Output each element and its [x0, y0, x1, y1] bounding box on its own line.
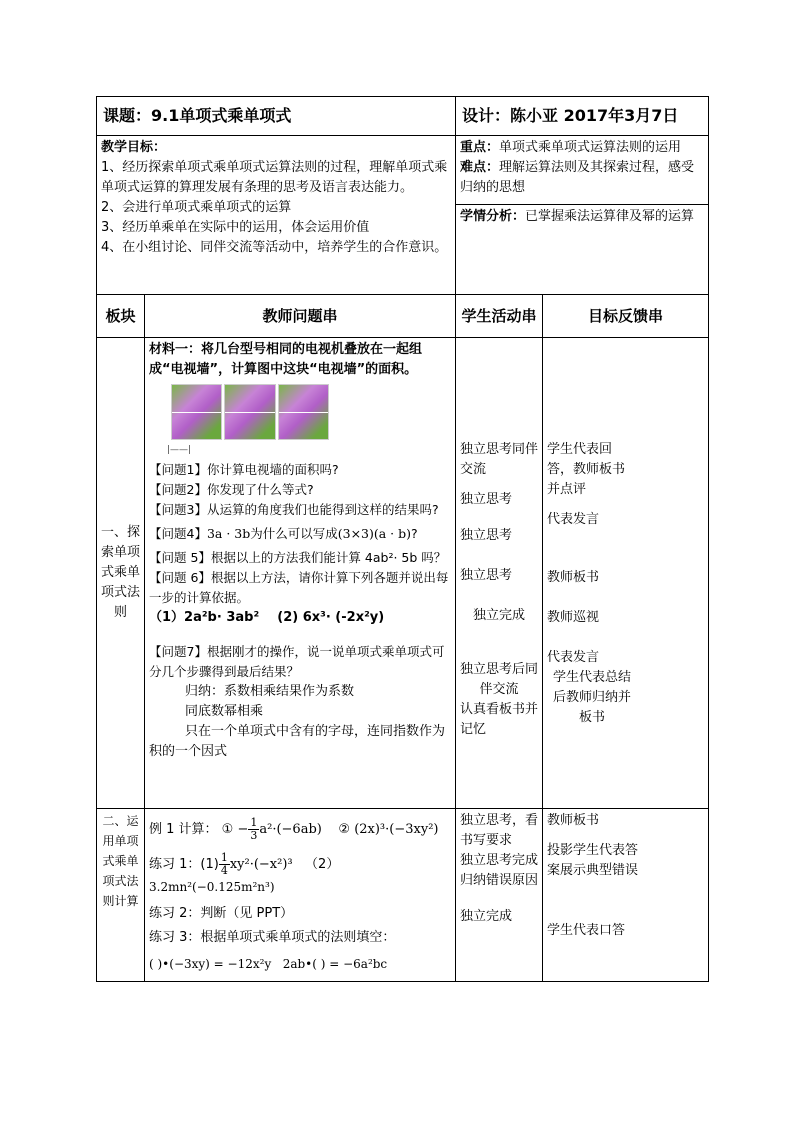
practice-2: 练习 2：判断（见 PPT）	[149, 906, 294, 921]
feedback-item: 学生代表回答，教师板书并点评	[547, 442, 626, 497]
summary-line-3: 只在一个单项式中含有的字母，连同指数作为积的一个因式	[149, 724, 446, 759]
goals-heading: 教学目标：	[101, 140, 167, 155]
practice-1-marker-b: （2）	[305, 857, 340, 872]
fill-blank-1: ( )•(−3xy) = −12x²y	[149, 957, 272, 971]
material-one: 材料一：将几台型号相同的电视机叠放在一起组成“电视墙”，计算图中这块“电视墙”的面积。	[149, 342, 423, 377]
student-activity: 归纳错误原因	[460, 873, 539, 888]
fill-blank-2: 2ab•( ) = −6a²bc	[282, 957, 388, 971]
practice-3: 练习 3：根据单项式乘单项式的法则填空：	[149, 930, 396, 945]
question-5: 【问题 5】根据以上的方法我们能计算 4ab²· 5b 吗？	[149, 550, 447, 565]
feedback-item: 代表发言	[547, 650, 600, 665]
designer-info: 设计：陈小亚 2017年3月7日	[456, 97, 709, 136]
section-two-student	[456, 809, 543, 982]
question-4-expr-a: 3a · 3b	[206, 526, 251, 541]
student-activity: 认真看板书并记忆	[460, 702, 539, 737]
practice-1-prefix: 练习 1：(1)	[149, 857, 219, 872]
section-one-label: 一、探索单项式乘单项式法则	[97, 338, 145, 809]
feedback-item: 投影学生代表答案展示典型错误	[547, 843, 639, 878]
section-one-student	[456, 338, 543, 809]
column-header-feedback: 目标反馈串	[543, 295, 709, 338]
column-header-teacher: 教师问题串	[145, 295, 456, 338]
section-one-feedback	[543, 338, 709, 809]
section-two-label: 二、运用单项式乘单项式法则计算	[97, 809, 145, 982]
student-activity: 独立思考，看书写要求	[460, 813, 539, 848]
student-activity: 独立思考同伴交流	[460, 442, 539, 477]
question-6: 【问题 6】根据以上方法，请你计算下列各题并说出每一步的计算依据。	[149, 570, 449, 605]
question-2: 【问题2】你发现了什么等式?	[149, 482, 314, 497]
student-activity: 独立思考	[460, 568, 513, 583]
feedback-item: 教师板书	[547, 813, 600, 828]
goal-item: 2、会进行单项式乘单项式的运算	[101, 200, 292, 215]
question-4-expr-b: (3×3)(a · b)	[337, 526, 412, 541]
tv-wall-dimension-icon: |——|	[167, 445, 192, 455]
difficulty-text: 理解运算法则及其探索过程，感受归纳的思想	[460, 160, 695, 195]
student-activity: 独立完成	[473, 608, 526, 623]
column-header-section: 板块	[97, 295, 145, 338]
question-6-exercise-1: （1）2a²b· 3ab²	[149, 610, 260, 625]
tv-wall-image	[171, 384, 329, 440]
student-activity: 独立思考后同伴交流	[460, 662, 539, 697]
practice-1-expr-b: 3.2mn²(−0.125m²n³)	[149, 880, 275, 894]
question-4-suffix: ?	[411, 526, 418, 541]
student-activity: 独立完成	[460, 909, 513, 924]
key-text: 单项式乘单项式运算法则的运用	[499, 140, 682, 155]
question-1: 【问题1】你计算电视墙的面积吗?	[149, 462, 339, 477]
question-7: 【问题7】根据刚才的操作，说一说单项式乘单项式可分几个步骤得到最后结果？	[149, 644, 445, 679]
goal-item: 1、经历探索单项式乘单项式运算法则的过程，理解单项式乘单项式运算的算理发展有条理的思考及语言表达能力。	[101, 160, 448, 195]
student-activity: 独立思考	[460, 492, 513, 507]
question-6-exercise-2: (2) 6x³· (-2x²y)	[277, 610, 385, 625]
example-1-expr-b: (2x)³·(−3xy²)	[354, 822, 439, 837]
example-1-prefix: 例 1 计算： ①	[149, 822, 234, 837]
feedback-item: 教师巡视	[547, 610, 600, 625]
lesson-plan-page	[96, 96, 708, 982]
section-two-teacher	[145, 809, 456, 982]
difficulty-label: 难点：	[460, 160, 500, 175]
feedback-item: 学生代表总结后教师归纳并板书	[553, 670, 632, 725]
summary-line-2: 同底数幂相乘	[185, 704, 264, 719]
key-label: 重点：	[460, 140, 500, 155]
question-3: 【问题3】从运算的角度我们也能得到这样的结果吗?	[149, 502, 439, 517]
lesson-plan-table	[96, 96, 709, 982]
learner-analysis	[456, 205, 709, 295]
example-1-marker-b: ②	[338, 822, 351, 837]
key-difficult-points	[456, 136, 709, 205]
fraction-one-third: $\frac{1}{3}$	[250, 816, 258, 842]
column-header-student: 学生活动串	[456, 295, 543, 338]
lesson-title: 课题：9.1单项式乘单项式	[97, 97, 456, 136]
feedback-item: 教师板书	[547, 570, 600, 585]
practice-1-expr-a: xy²·(−x²)³	[229, 857, 293, 872]
analysis-text: 已掌握乘法运算律及幂的运算	[525, 209, 695, 224]
section-two-feedback	[543, 809, 709, 982]
fraction-one-fourth: $\frac{1}{4}$	[220, 851, 228, 877]
example-1-expr-a: a²·(−6ab)	[259, 822, 322, 837]
analysis-label: 学情分析：	[460, 209, 526, 224]
teaching-goals	[97, 136, 456, 295]
goal-item: 4、在小组讨论、同伴交流等活动中，培养学生的合作意识。	[101, 240, 448, 255]
summary-line-1: 归纳：系数相乘结果作为系数	[185, 684, 355, 699]
question-4-text: 为什么可以写成	[250, 526, 338, 541]
student-activity: 独立思考完成	[460, 853, 539, 868]
goal-item: 3、经历单乘单在实际中的运用，体会运用价值	[101, 220, 370, 235]
section-one-teacher	[145, 338, 456, 809]
feedback-item: 学生代表口答	[547, 923, 626, 938]
example-1-sign: −	[237, 822, 249, 837]
feedback-item: 代表发言	[547, 512, 600, 527]
student-activity: 独立思考	[460, 528, 513, 543]
question-4-prefix: 【问题4】	[149, 526, 207, 541]
